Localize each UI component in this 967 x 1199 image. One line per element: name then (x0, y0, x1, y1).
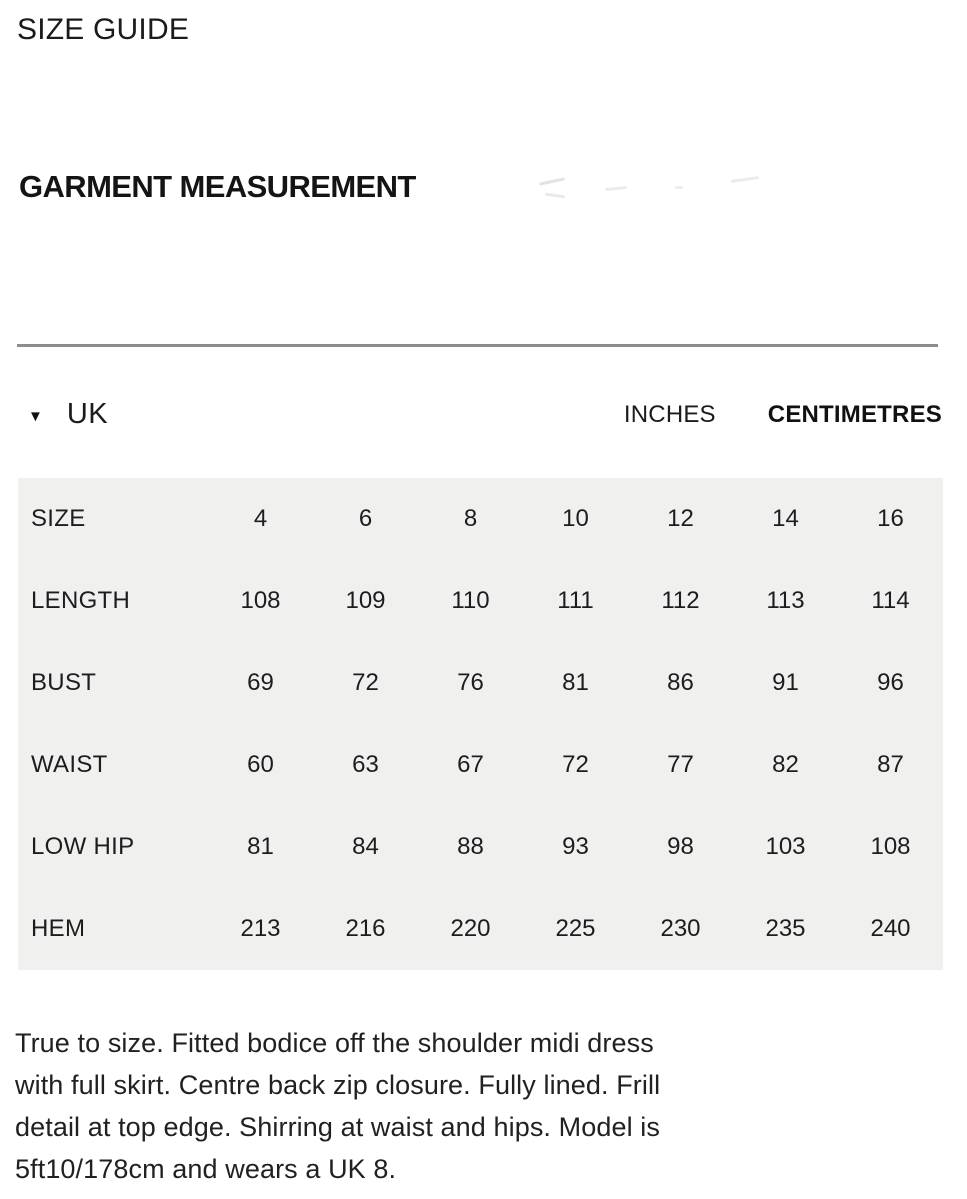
section-divider (17, 344, 938, 347)
description-line: detail at top edge. Shirring at waist and hips. Model is (15, 1112, 660, 1142)
table-cell: 6 (358, 505, 373, 532)
table-cell: 81 (247, 833, 274, 860)
table-cell: 67 (457, 751, 484, 778)
table-cell: 113 (766, 587, 805, 614)
measurement-table-body (18, 478, 943, 970)
region-selector-value: UK (66, 398, 109, 430)
description-line: with full skirt. Centre back zip closure. Fully lined. Frill (15, 1070, 661, 1100)
table-cell: 91 (772, 669, 799, 696)
table-cell: 108 (240, 587, 281, 614)
table-cell: 225 (555, 915, 596, 942)
table-cell: 76 (457, 669, 484, 696)
table-cell: 10 (562, 505, 589, 532)
table-cell: 213 (240, 915, 281, 942)
page-title: SIZE GUIDE (17, 13, 190, 46)
table-row (18, 642, 943, 724)
table-cell: 235 (765, 915, 806, 942)
table-cell: 230 (660, 915, 701, 942)
unit-toggle (624, 401, 942, 429)
table-cell: 72 (562, 751, 589, 778)
table-cell: 216 (345, 915, 386, 942)
row-label: SIZE (31, 505, 86, 532)
table-cell: 103 (765, 833, 806, 860)
table-row (18, 724, 943, 806)
table-cell: 112 (661, 587, 700, 614)
table-cell: 60 (247, 751, 274, 778)
table-cell: 114 (871, 587, 910, 614)
table-cell: 110 (451, 587, 490, 614)
table-cell: 109 (345, 587, 386, 614)
table-cell: 77 (667, 751, 694, 778)
table-controls-row (0, 398, 967, 436)
table-cell: 108 (870, 833, 911, 860)
units-inches-button[interactable]: INCHES (623, 401, 716, 428)
units-centimetres-button[interactable]: CENTIMETRES (767, 401, 942, 428)
measurement-table (18, 478, 943, 970)
table-cell: 69 (247, 669, 274, 696)
table-row (18, 560, 943, 642)
row-label: LENGTH (31, 587, 131, 614)
table-cell: 93 (562, 833, 589, 860)
table-cell: 220 (450, 915, 491, 942)
table-cell: 111 (557, 587, 594, 614)
description-line: True to size. Fitted bodice off the shoulder midi dress (15, 1028, 654, 1058)
row-label: WAIST (31, 751, 108, 778)
table-cell: 72 (352, 669, 379, 696)
row-label: HEM (31, 915, 86, 942)
table-row (18, 888, 943, 970)
measurement-table-panel (18, 478, 943, 970)
row-label: BUST (31, 669, 97, 696)
table-cell: 63 (352, 751, 379, 778)
table-cell: 14 (772, 505, 799, 532)
table-row (18, 478, 943, 560)
chevron-down-icon: ▼ (28, 408, 43, 425)
description-line: 5ft10/178cm and wears a UK 8. (15, 1154, 397, 1184)
table-cell: 16 (877, 505, 904, 532)
faded-print-artifact (535, 176, 775, 202)
region-selector-dropdown[interactable] (28, 398, 108, 431)
table-cell: 240 (870, 915, 911, 942)
table-cell: 4 (253, 505, 268, 532)
table-cell: 81 (562, 669, 589, 696)
section-heading: GARMENT MEASUREMENT (19, 169, 416, 204)
table-row (18, 806, 943, 888)
table-cell: 12 (667, 505, 694, 532)
table-cell: 98 (667, 833, 694, 860)
table-cell: 96 (877, 669, 904, 696)
table-cell: 82 (772, 751, 799, 778)
table-cell: 86 (667, 669, 694, 696)
table-cell: 84 (352, 833, 379, 860)
table-cell: 8 (463, 505, 478, 532)
product-description (15, 1022, 660, 1190)
row-label: LOW HIP (31, 833, 135, 860)
table-cell: 88 (457, 833, 484, 860)
table-cell: 87 (877, 751, 904, 778)
